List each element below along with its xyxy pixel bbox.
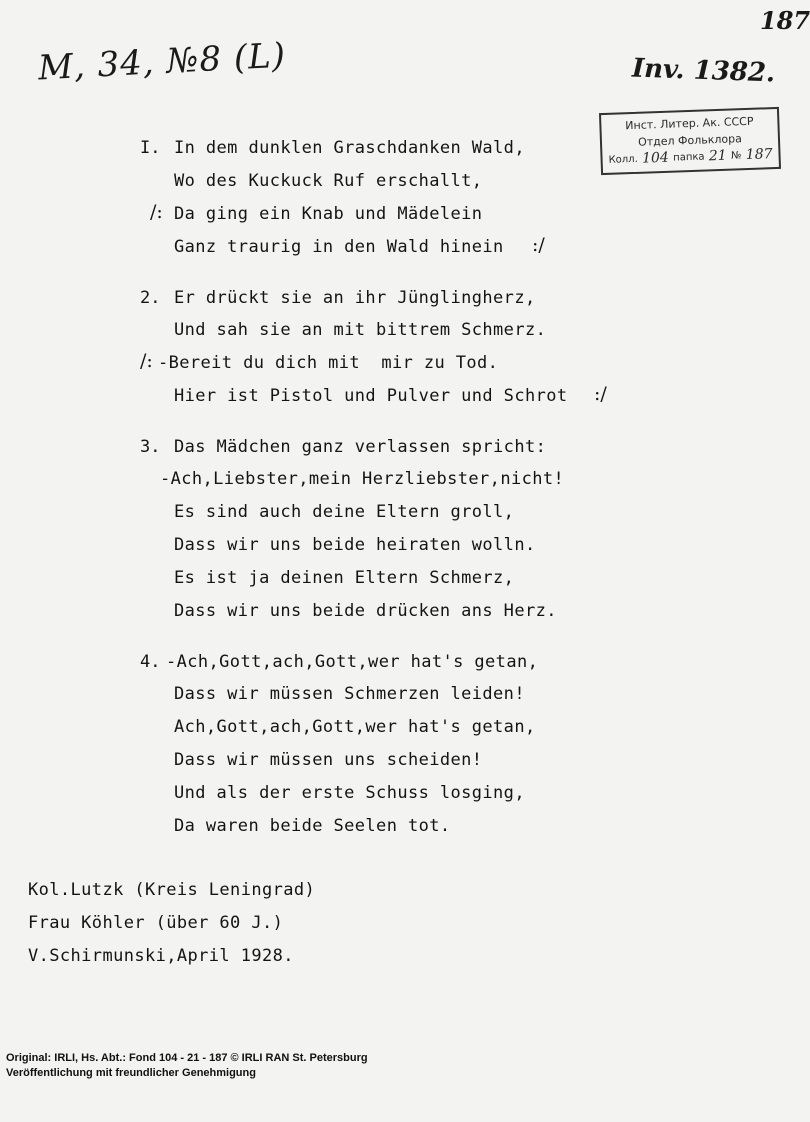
verse-line: Dass wir uns beide heiraten wolln. xyxy=(174,535,536,555)
verse-number: I. xyxy=(140,138,161,158)
repeat-close-mark: :/ xyxy=(532,234,545,256)
verse-line: Da waren beide Seelen tot. xyxy=(174,816,451,836)
stamp-coll-value: 104 xyxy=(641,149,670,167)
repeat-open-mark: /: xyxy=(150,201,163,223)
verse-number: 3. xyxy=(140,437,161,457)
verse-line: Wo des Kuckuck Ruf erschallt, xyxy=(174,171,483,191)
verse-line: Ganz traurig in den Wald hinein xyxy=(174,237,504,257)
permission-line: Veröffentlichung mit freundlicher Genehmigung xyxy=(6,1067,256,1079)
stamp-num-value: 187 xyxy=(745,146,773,164)
stamp-num-label: № xyxy=(730,150,742,162)
verse-line: Ach,Gott,ach,Gott,wer hat's getan, xyxy=(174,717,536,737)
archive-stamp xyxy=(599,107,781,175)
source-collector: V.Schirmunski,April 1928. xyxy=(28,946,294,966)
verse-line: Dass wir uns beide drücken ans Herz. xyxy=(174,601,557,621)
source-informant: Frau Köhler (über 60 J.) xyxy=(28,913,284,933)
verse-line: Es ist ja deinen Eltern Schmerz, xyxy=(174,568,515,588)
verse-line: -Ach,Gott,ach,Gott,wer hat's getan, xyxy=(166,652,539,672)
source-place: Kol.Lutzk (Kreis Leningrad) xyxy=(28,880,316,900)
stamp-department: Отдел Фольклора xyxy=(637,132,743,149)
verse-line: Das Mädchen ganz verlassen spricht: xyxy=(174,437,547,457)
inventory-number-handwritten: Inv. 1382. xyxy=(631,53,776,89)
stamp-coll-label: Колл. xyxy=(608,153,638,166)
verse-number: 4. xyxy=(140,652,161,672)
verse-number: 2. xyxy=(140,288,161,308)
repeat-open-mark: /: xyxy=(140,350,153,372)
stamp-folder-value: 21 xyxy=(708,147,727,165)
stamp-folder-label: папка xyxy=(673,151,705,164)
verse-line: In dem dunklen Graschdanken Wald, xyxy=(174,138,525,158)
verse-line: Dass wir müssen Schmerzen leiden! xyxy=(174,684,525,704)
verse-line: -Ach,Liebster,mein Herzliebster,nicht! xyxy=(160,469,565,489)
repeat-close-mark: :/ xyxy=(594,383,607,405)
verse-line: Dass wir müssen uns scheiden! xyxy=(174,750,483,770)
verse-line: Hier ist Pistol und Pulver und Schrot xyxy=(174,386,568,406)
archive-mark-handwritten: M, 34, №8 (L) xyxy=(37,35,287,89)
verse-line: Da ging ein Knab und Mädelein xyxy=(174,204,483,224)
verse-line: Es sind auch deine Eltern groll, xyxy=(174,502,515,522)
verse-line: Er drückt sie an ihr Jünglingherz, xyxy=(174,288,536,308)
verse-line: Und als der erste Schuss losging, xyxy=(174,783,525,803)
verse-line: -Bereit du dich mit mir zu Tod. xyxy=(158,353,499,373)
copyright-line: Original: IRLI, Hs. Abt.: Fond 104 - 21 - 187 © IRLI RAN St. Petersburg xyxy=(6,1052,368,1064)
verse-line: Und sah sie an mit bittrem Schmerz. xyxy=(174,320,547,340)
page-number-handwritten: 187 xyxy=(760,6,810,35)
stamp-institute: Инст. Литер. Ак. СССР xyxy=(625,114,754,133)
